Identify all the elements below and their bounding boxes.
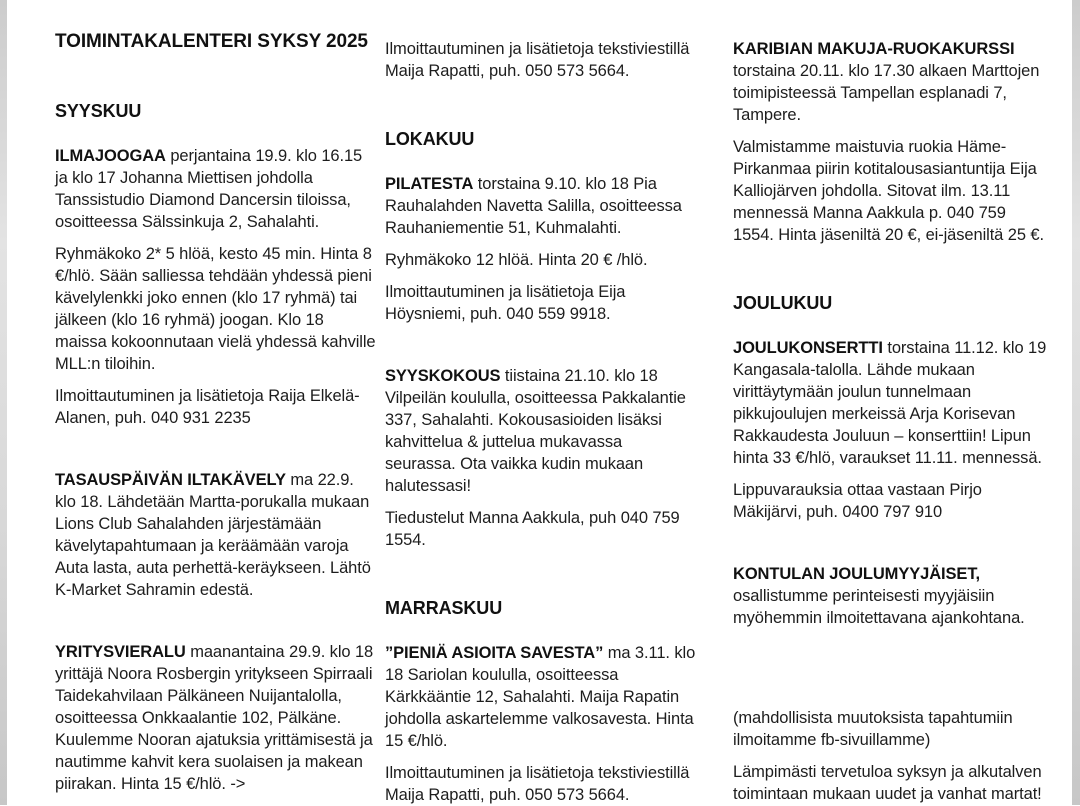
event-text: tiistaina 21.10. klo 18 Vilpeilän koululla, osoitteessa Pakkalantie 337, Sahalahti. Kokousasioiden lisäksi kahvittelua & juttelua mukavassa seurassa. Ota vaikka kudin mukaan halutessasi! [385,367,686,495]
month-heading: LOKAKUU [385,129,475,149]
paragraph: Ilmoittautuminen ja lisätietoja Eija Höysniemi, puh. 040 559 9918. [385,283,626,323]
paragraph: Ilmoittautuminen ja lisätietoja Raija Elkelä-Alanen, puh. 040 931 2235 [55,387,360,427]
paragraph: Ilmoittautuminen ja lisätietoja tekstiviestillä Maija Rapatti, puh. 050 573 5664. [385,40,690,80]
event-title: PILATESTA [385,175,474,193]
paragraph: (mahdollisista muutoksista tapahtumiin ilmoitamme fb-sivuillamme) [733,709,1013,749]
scan-edge-left [0,0,7,805]
event-text: ma 22.9. klo 18. Lähdetään Martta-porukalla mukaan Lions Club Sahalahden järjestämään kävelytapahtumaan ja keräämään varoja Auta lasta, auta perhettä-keräykseen. Lähtö K-Market Sahramin edestä. [55,471,371,599]
paragraph: Lämpimästi tervetuloa syksyn ja alkutalven toimintaan mukaan uudet ja vanhat martat! [733,763,1042,803]
event-block [385,642,697,752]
event-block [733,563,1051,629]
event-title: ”PIENIÄ ASIOITA SAVESTA” [385,644,604,662]
column-middle [385,0,697,806]
month-heading: MARRASKUU [385,598,503,618]
paragraph: Ryhmäkoko 12 hlöä. Hinta 20 € /hlö. [385,251,648,269]
event-block [55,145,377,233]
event-block [733,38,1051,126]
event-title: YRITYSVIERALU [55,643,186,661]
event-block [55,469,377,601]
paragraph: Ilmoittautuminen ja lisätietoja tekstiviestillä Maija Rapatti, puh. 050 573 5664. [385,764,690,804]
event-text: ma 3.11. klo 18 Sariolan koululla, osoitteessa Kärkkääntie 12, Sahalahti. Maija Rapatin johdolla askartelemme valkosavesta. Hinta 15 €/hlö. [385,644,696,750]
event-block [733,337,1051,469]
event-text: perjantaina 19.9. klo 16.15 ja klo 17 Johanna Miettisen johdolla Tanssistudio Diamond Dancersin tiloissa, osoitteessa Sälssinkuja 2, Sahalahti. [55,147,363,231]
event-text: torstaina 20.11. klo 17.30 alkaen Marttojen toimipisteessä Tampellan esplanadi 7, Tampere. [733,62,1040,124]
event-title: KARIBIAN MAKUJA-RUOKAKURSSI [733,40,1015,58]
event-text: torstaina 9.10. klo 18 Pia Rauhalahden Navetta Salilla, osoitteessa Rauhaniementie 51, Kuhmalahti. [385,175,682,237]
event-text: torstaina 11.12. klo 19 Kangasala-talolla. Lähde mukaan virittäytymään joulun tunnelmaan pikkujoulujen merkeissä Arja Korisevan Rakkaudesta Jouluun – konserttiin! Lipun hinta 33 €/hlö, varaukset 11.11. mennessä. [733,339,1047,467]
event-title: JOULUKONSERTTI [733,339,883,357]
event-text: osallistumme perinteisesti myyjäisiin myöhemmin ilmoitettavana ajankohtana. [733,587,1025,627]
scan-edge-right [1072,0,1080,805]
event-block [385,173,697,239]
event-title: TASAUSPÄIVÄN ILTAKÄVELY [55,471,286,489]
paragraph: Ryhmäkoko 2* 5 hlöä, kesto 45 min. Hinta 8 €/hlö. Sään salliessa tehdään yhdessä pieni kävelylenkki joko ennen (klo 17 ryhmä) tai jälkeen (klo 16 ryhmä) joogan. Klo 18 maissa kokoonnutaan vielä yhdessä kahville MLL:n tiloihin. [55,245,376,373]
paragraph: Valmistamme maistuvia ruokia Häme-Pirkanmaa piirin kotitalousasiantuntija Eija Kalliojärven johdolla. Sitovat ilm. 13.11 mennessä Manna Aakkula p. 040 759 1554. Hinta jäseniltä 20 €, ei-jäseniltä 25 €. [733,138,1044,244]
event-title: ILMAJOOGAA [55,147,166,165]
event-block [385,365,697,497]
paragraph: Tiedustelut Manna Aakkula, puh 040 759 1554. [385,509,680,549]
month-heading: JOULUKUU [733,293,833,313]
event-text: maanantaina 29.9. klo 18 yrittäjä Noora Rosbergin yritykseen Spirraali Taidekahvilaan Pälkäneen Nuijantalolla, osoitteessa Onkkaalantie 102, Pälkäne. Kuulemme Nooran ajatuksia yrittämisestä ja nautimme kahvit kera suolaisen ja makean piirakan. Hinta 15 €/hlö. -> [55,643,374,793]
paragraph: Lippuvarauksia ottaa vastaan Pirjo Mäkijärvi, puh. 0400 797 910 [733,481,982,521]
page-title: TOIMINTAKALENTERI SYKSY 2025 [55,31,368,52]
column-right [733,0,1051,805]
event-title: KONTULAN JOULUMYYJÄISET, [733,565,980,583]
event-title: SYYSKOKOUS [385,367,501,385]
month-heading: SYYSKUU [55,101,142,121]
event-block [55,641,377,795]
column-left [55,0,377,795]
